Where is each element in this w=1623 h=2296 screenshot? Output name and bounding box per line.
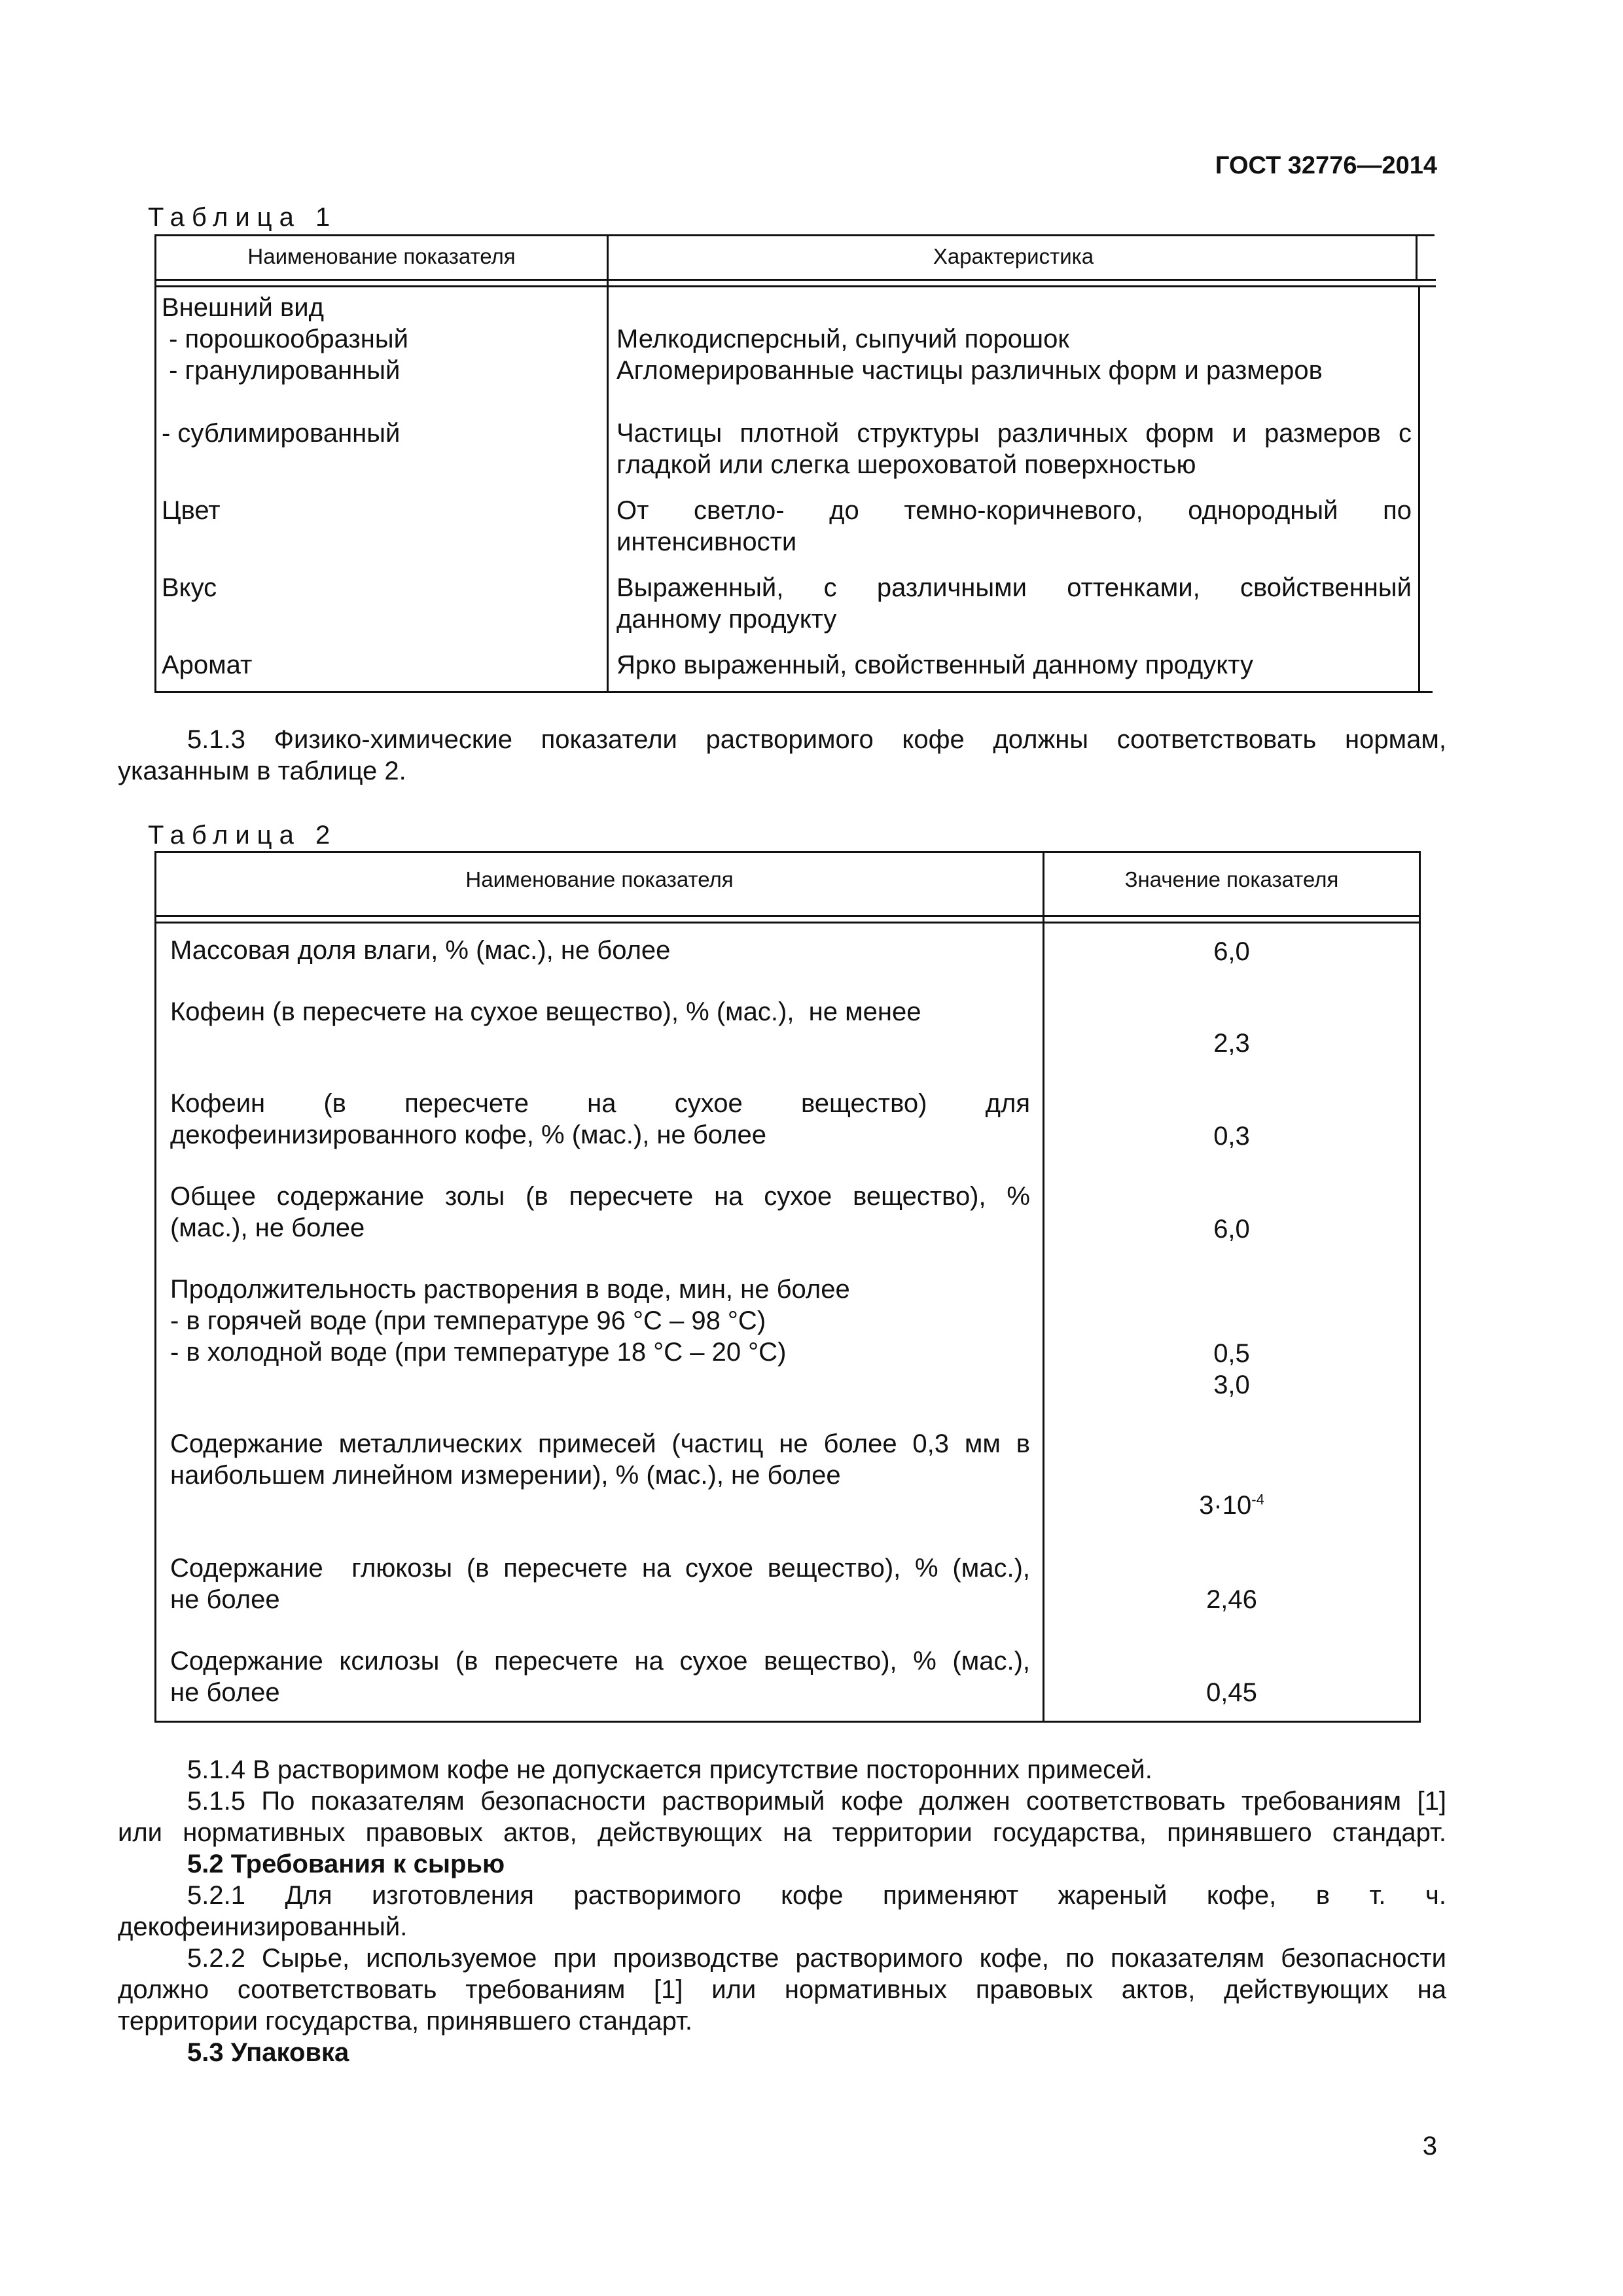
paragraph-5-1-5-line2: или нормативных правовых актов, действующих на территории государства, принявшего стандарт. (118, 1818, 1446, 1847)
table2-row-name: Содержание глюкозы (в пересчете на сухое вещество), % (мас.), (170, 1554, 1030, 1583)
table1-row-name: Цвет (162, 496, 221, 525)
paragraph-5-2-2-line3: территории государства, принявшего стандарт. (118, 2007, 692, 2036)
table1-row-value: Агломерированные частицы различных форм и размеров (616, 356, 1323, 385)
table2-row-name: Продолжительность растворения в воде, мин, не более (170, 1275, 850, 1304)
table1-row-name: - сублимированный (162, 419, 401, 448)
table1-row-value: От светло- до темно-коричневого, однородный по (616, 496, 1412, 525)
table2-row-value: 0,3 (1213, 1122, 1250, 1151)
table2-row-name: - в холодной воде (при температуре 18 °С – 20 °С) (170, 1338, 787, 1367)
table2-row-value: 6,0 (1213, 1215, 1250, 1244)
value-exponent: -4 (1251, 1491, 1264, 1508)
table2-row-value: 2,46 (1206, 1585, 1257, 1614)
table1-row-value: интенсивности (616, 528, 797, 556)
paragraph-5-1-3-line1: 5.1.3 Физико-химические показатели растворимого кофе должны соответствовать нормам, (187, 725, 1446, 754)
table2-row-name: Кофеин (в пересчете на сухое вещество) для (170, 1089, 1030, 1118)
table2-row-name: декофеинизированного кофе, % (мас.), не более (170, 1121, 766, 1149)
table2-caption: Таблица 2 (148, 821, 338, 850)
table2-row-name: Общее содержание золы (в пересчете на сухое вещество), % (170, 1182, 1030, 1211)
table1-row-name: Вкус (162, 573, 217, 602)
table2-col-header-name: Наименование показателя (465, 867, 734, 891)
paragraph-5-1-4: 5.1.4 В растворимом кофе не допускается присутствие посторонних примесей. (187, 1755, 1152, 1784)
page-number: 3 (1422, 2132, 1437, 2161)
table1-row-name: Аромат (162, 651, 253, 679)
table1-row-name: - гранулированный (162, 356, 401, 385)
table2-row-name: Массовая доля влаги, % (мас.), не более (170, 936, 671, 965)
paragraph-5-2-2-line1: 5.2.2 Сырье, используемое при производстве растворимого кофе, по показателям безопасности (187, 1944, 1446, 1973)
table1-row-value: Частицы плотной структуры различных форм и размеров с (616, 419, 1412, 448)
table2-row-name: (мас.), не более (170, 1213, 365, 1242)
heading-5-2: 5.2 Требования к сырью (187, 1850, 505, 1878)
paragraph-5-2-1-line1: 5.2.1 Для изготовления растворимого кофе применяют жареный кофе, в т. ч. (187, 1881, 1446, 1910)
table1-caption: Таблица 1 (148, 203, 338, 232)
value-mantissa: 3·10 (1199, 1491, 1252, 1520)
table1-row-value: гладкой или слегка шероховатой поверхностью (616, 450, 1196, 479)
table1-row-value: Мелкодисперсный, сыпучий порошок (616, 325, 1069, 353)
table1-row-name: - порошкообразный (162, 325, 408, 353)
table2-row-name: не более (170, 1585, 280, 1614)
table2-row-value: 2,3 (1213, 1029, 1250, 1058)
table2-row-value: 3,0 (1213, 1371, 1250, 1399)
table2-row-value: 0,45 (1206, 1678, 1257, 1707)
table1-row-name: Внешний вид (162, 293, 324, 322)
table2-col-header-value: Значение показателя (1124, 867, 1339, 891)
table2-row-name: Содержание металлических примесей (частиц не более 0,3 мм в (170, 1429, 1030, 1458)
heading-5-3: 5.3 Упаковка (187, 2038, 349, 2067)
table2-row-value: 6,0 (1213, 937, 1250, 966)
table2-row-name: наибольшем линейном измерении), % (мас.), не более (170, 1461, 841, 1490)
paragraph-5-1-3-line2: указанным в таблице 2. (118, 757, 406, 785)
paragraph-5-1-5-line1: 5.1.5 По показателям безопасности растворимый кофе должен соответствовать требованиям [1] (187, 1787, 1446, 1816)
table1-col-header-characteristic: Характеристика (933, 244, 1094, 268)
table2-row-name: Кофеин (в пересчете на сухое вещество), % (мас.), не менее (170, 997, 921, 1026)
table2-row-name: - в горячей воде (при температуре 96 °С – 98 °С) (170, 1306, 766, 1335)
document-code: ГОСТ 32776—2014 (1215, 152, 1437, 179)
table1-row-value: Выраженный, с различными оттенками, свойственный (616, 573, 1412, 602)
table1-row-value: данному продукту (616, 605, 837, 634)
paragraph-5-2-1-line2: декофеинизированный. (118, 1912, 408, 1941)
table2-row-name: Содержание ксилозы (в пересчете на сухое вещество), % (мас.), (170, 1647, 1030, 1676)
table2-row-value: 0,5 (1213, 1339, 1250, 1368)
table1-col-header-name: Наименование показателя (247, 244, 516, 268)
table1-row-value: Ярко выраженный, свойственный данному продукту (616, 651, 1253, 679)
paragraph-5-2-2-line2: должно соответствовать требованиям [1] или нормативных правовых актов, действующих на (118, 1975, 1446, 2004)
table2-row-name: не более (170, 1678, 280, 1707)
table2-row-value (1044, 1490, 1419, 1522)
